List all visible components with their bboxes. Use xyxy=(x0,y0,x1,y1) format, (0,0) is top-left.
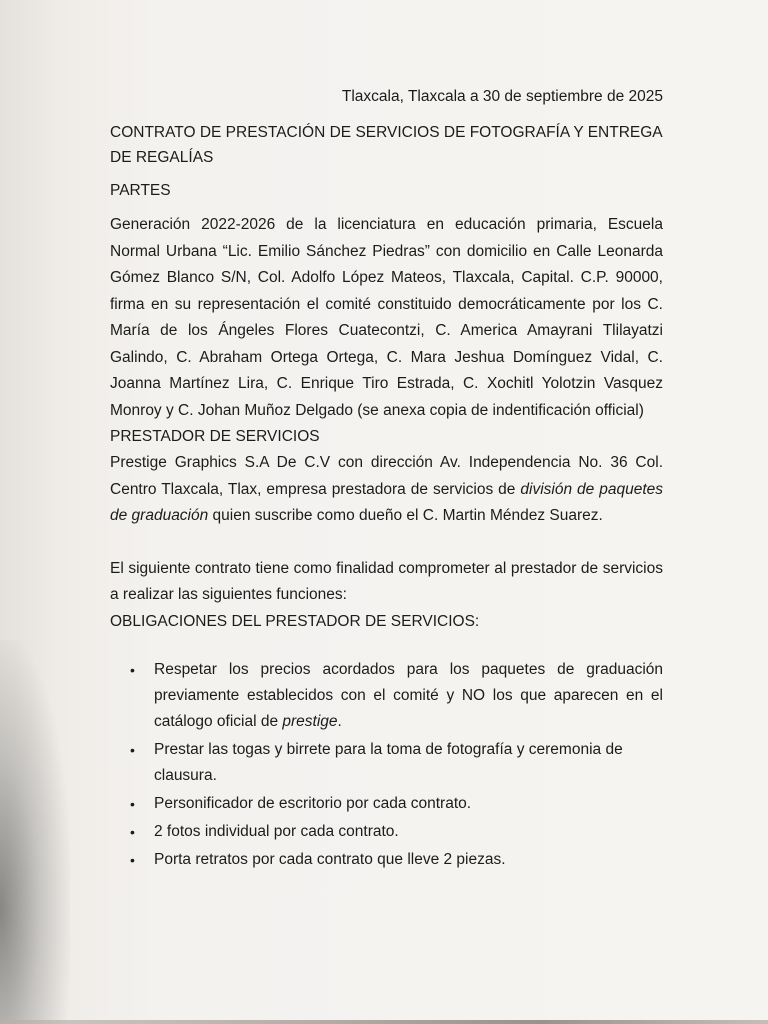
bullet-icon: • xyxy=(130,823,135,840)
list-item xyxy=(110,657,663,735)
list-item xyxy=(110,791,663,817)
parties-heading: PARTES xyxy=(110,182,171,199)
obligations-list xyxy=(110,657,663,873)
bullet-icon: • xyxy=(130,741,135,758)
page-shadow xyxy=(0,640,70,1024)
parties-paragraph: Generación 2022-2026 de la licenciatura en educación primaria, Escuela Normal Urbana “Lic. Emilio Sánchez Piedras” con domicilio en Calle Leonarda Gómez Blanco S/N, Col. Adolfo López Mateos, Tlaxcala, Capital. C.P. 90000, firma en su representación el comité constituido democráticamente por los C. María de los Ángeles Flores Cuatecontzi, C. America Amayrani Tlilayatzi Galindo, C. Abraham Ortega Ortega, C. Mara Jeshua Domínguez Vidal, C. Joanna Martínez Lira, C. Enrique Tiro Estrada, C. Xochitl Yolotzin Vasquez Monroy y C. Johan Muñoz Delgado (se anexa copia de indentificación official) xyxy=(110,216,663,419)
bullet-icon: • xyxy=(130,661,135,678)
obligation-text: Respetar los precios acordados para los paquetes de graduación previamente establecidos con el comité y NO los que aparecen en el catálogo oficial de xyxy=(154,660,663,730)
list-item xyxy=(110,819,663,845)
list-item xyxy=(110,847,663,873)
obligation-text: Personificador de escritorio por cada contrato. xyxy=(154,794,472,812)
brand-name: prestige xyxy=(282,712,338,730)
list-item xyxy=(110,737,663,789)
provider-text-start: Prestige Graphics S.A De C.V con dirección Av. Independencia No. 36 Col. Centro Tlaxcala, Tlax, empresa prestadora de servicios de xyxy=(110,454,663,498)
document-body xyxy=(110,84,663,875)
obligation-text-end: . xyxy=(337,712,342,730)
date-line: Tlaxcala, Tlaxcala a 30 de septiembre de 2025 xyxy=(341,88,663,105)
bullet-icon: • xyxy=(130,851,135,868)
provider-service-type: división de paquetes de graduación xyxy=(110,480,664,524)
bullet-icon: • xyxy=(130,795,135,812)
obligations-heading: OBLIGACIONES DEL PRESTADOR DE SERVICIOS: xyxy=(110,612,480,630)
purpose-paragraph: El siguiente contrato tiene como finalidad comprometer al prestador de servicios a realizar las siguientes funciones: xyxy=(110,559,663,603)
provider-heading: PRESTADOR DE SERVICIOS xyxy=(110,428,320,445)
provider-text-end: quien suscribe como dueño el C. Martin Méndez Suarez. xyxy=(208,507,603,524)
provider-paragraph xyxy=(110,450,663,530)
obligation-text: 2 fotos individual por cada contrato. xyxy=(154,822,399,840)
contract-title: CONTRATO DE PRESTACIÓN DE SERVICIOS DE FOTOGRAFÍA Y ENTREGA DE REGALÍAS xyxy=(110,124,662,166)
page-edge xyxy=(0,1020,768,1024)
obligation-text: Prestar las togas y birrete para la toma de fotografía y ceremonia de clausura. xyxy=(154,740,623,784)
obligation-text: Porta retratos por cada contrato que lleve 2 piezas. xyxy=(154,850,506,868)
